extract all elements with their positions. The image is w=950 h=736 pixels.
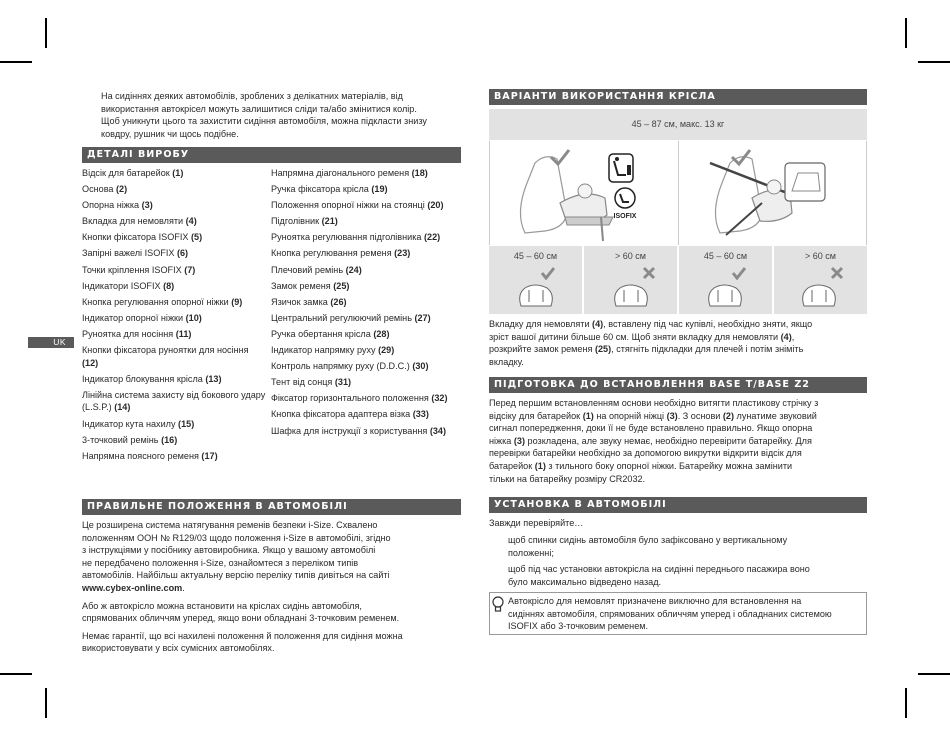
part-item: Вкладка для немовляти (4) (82, 216, 197, 227)
crop-mark (45, 688, 47, 718)
checkmark-icon (730, 147, 752, 167)
part-item: Замок ременя (25) (271, 280, 350, 291)
part-item: Ручка фіксатора крісла (19) (271, 184, 388, 195)
check-item: щоб під час установки автокрісла на сидінні переднього пасажира воно було максимально відведено назад. (508, 564, 810, 587)
preparation-header: ПІДГОТОВКА ДО ВСТАНОВЛЕННЯ BASE T/BASE Z2 (489, 377, 867, 393)
text-line: Або ж автокрісло можна встановити на кріслах сидінь автомобіля, (82, 600, 362, 611)
part-item: Кнопка регулювання опорної ніжки (9) (82, 296, 243, 307)
part-item: Кнопка фіксатора адаптера візка (33) (271, 409, 429, 420)
parts-list-right (271, 167, 461, 441)
note-text: Автокрісло для немовлят призначене виключно для встановлення на сидіннях автомобіля, спрямованих обличчям уперед і обладнаних системою ISOFIX або 3-точковим ременем. (508, 596, 832, 632)
part-item: Точки кріплення ISOFIX (7) (82, 264, 196, 275)
text-line: використовувати у всіх сумісних автомобілях. (82, 643, 275, 654)
size-cell: > 60 см (774, 246, 867, 314)
part-item: Центральний регулюючий ремінь (27) (271, 312, 431, 323)
intro-line: На сидіннях деяких автомобілів, зроблених з делікатних матеріалів, від (101, 91, 403, 101)
intro-text (101, 90, 461, 140)
divider (678, 141, 679, 245)
size-cell: > 60 см (584, 246, 677, 314)
infant-insert-icon (515, 282, 557, 308)
part-item: Підголівник (21) (271, 216, 338, 227)
usage-options-header: ВАРІАНТИ ВИКОРИСТАННЯ КРІСЛА (489, 89, 867, 105)
size-cell: 45 – 60 см (489, 246, 582, 314)
part-item: Кнопки фіксатора ISOFIX (5) (82, 232, 203, 243)
part-item: Індикатори ISOFIX (8) (82, 280, 175, 291)
infant-insert-icon (798, 282, 840, 308)
part-item: Запірні важелі ISOFIX (6) (82, 248, 189, 259)
part-item: Відсік для батарейок (1) (82, 168, 184, 178)
website-link[interactable]: www.cybex-online.com (82, 582, 183, 593)
text-line: Немає гарантії, що всі нахилені положення й положення для сидіння можна (82, 630, 403, 641)
crop-mark (0, 673, 32, 675)
intro-line: Щоб уникнути цього та захистити сидіння автомобіля, можна підкласти знизу (101, 116, 427, 127)
size-cell: 45 – 60 см (679, 246, 772, 314)
part-item: Напрямна поясного ременя (17) (82, 450, 218, 461)
part-item: Напрямна діагонального ременя (18) (271, 168, 428, 178)
part-item: Ручка обертання крісла (28) (271, 328, 390, 339)
checkmark-icon (549, 147, 571, 167)
cross-icon (830, 266, 844, 280)
crop-mark (918, 673, 950, 675)
isofix-seat-icon (608, 153, 634, 183)
part-item: Руноятка для носіння (11) (82, 328, 192, 339)
cross-icon (642, 266, 656, 280)
part-item: Шафка для інструкції з користування (34) (271, 425, 447, 436)
correct-position-text: Це розширена система натягування ременів безпеки i-Size. Схвалено положенням ООН № R129/03 щодо положення i-Size в автомобілі, згідно з інструкціями у посібнику автовиробника. Якщо у вашому автомобілі не передбачено положення i-Size, ознайомтеся з переліком типів автомобілів. Найбільш актуальну версію переліку типів дивіться на сайті www.cybex-online.com. Або ж автокрісло можна встановити на кріслах сидінь автомобіля, спрямованих обличчям уперед, якщо вони обладнані 3-точковим ременем. Немає гарантії, що всі нахилені положення й положення для сидіння можна використовувати у всіх сумісних автомобілях. (82, 519, 462, 655)
product-details-header: ДЕТАЛІ ВИРОБУ (82, 147, 461, 163)
checkmark-icon (731, 266, 747, 280)
parts-list-left (82, 167, 267, 466)
intro-line: використання автокрісел можуть залишитися сліди та/або змінитися колір. (101, 103, 417, 114)
text-line: вкладку. (489, 356, 524, 367)
part-item: Індикатор блокування крісла (13) (82, 373, 222, 384)
text-line: Перед першим встановленням основи необхідно витягти пластикову стрічку з (489, 398, 819, 408)
correct-position-header: ПРАВИЛЬНЕ ПОЛОЖЕННЯ В АВТОМОБІЛІ (82, 499, 461, 515)
car-seat-isofix-illustration (505, 143, 670, 243)
text-line: перевірки батарейки необхідно за допомогою викрутки відкрити відсік для (489, 448, 802, 459)
insert-caption (489, 318, 869, 368)
part-item: Фіксатор горизонтального положення (32) (271, 393, 448, 404)
text-line: розкрийте замок ременя (25), стягніть підкладки для плечей і потім зніміть (489, 344, 804, 355)
part-item: Тент від сонця (31) (271, 377, 352, 388)
text-line: Вкладку для немовляти (4), вставлену під час купівлі, необхідно зняти, якщо (489, 319, 813, 329)
text-line: положенням ООН № R129/03 щодо положення i-Size в автомобілі, згідно (82, 532, 391, 543)
infant-insert-icon (610, 282, 652, 308)
text-line: спрямованих обличчям уперед, якщо вони обладнані 3-точковим ременем. (82, 613, 400, 624)
checkmark-icon (540, 266, 556, 280)
check-item: щоб спинки сидінь автомобіля було зафіксовано у вертикальному положенні; (508, 535, 788, 558)
language-tab: UK (28, 337, 74, 348)
crop-mark (918, 61, 950, 63)
part-item: Індикатор кута нахилу (15) (82, 418, 195, 429)
part-item: Положення опорної ніжки на стоянці (20) (271, 200, 444, 211)
part-item: Основа (2) (82, 184, 128, 195)
crop-mark (905, 18, 907, 48)
part-item: Контроль напрямку руху (D.D.C.) (30) (271, 361, 429, 372)
crop-mark (0, 61, 32, 63)
range-label: 45 – 87 см, макс. 13 кг (631, 119, 725, 129)
intro-line: ковдру, рушник чи щось подібне. (101, 128, 239, 139)
text-line: зріст вашої дитини більше 60 см. Щоб зняти вкладку для немовляти (4), (489, 331, 795, 342)
part-item: Язичок замка (26) (271, 296, 347, 307)
text-line: Це розширена система натягування ременів безпеки i-Size. Схвалено (82, 520, 378, 530)
part-item: Кнопка регулювання ременя (23) (271, 248, 411, 259)
text-line: ніжка (3) розкладена, але звуку немає, необхідно перевірити батарейку. Для (489, 435, 812, 446)
always-check: Завжди перевіряйте… (489, 518, 584, 528)
part-item: Руноятка регулювання підголівника (22) (271, 232, 441, 243)
text-line: сигнал попередження, доки її не буде встановлено правильно. Якщо опорна (489, 423, 813, 434)
part-item: Плечовий ремінь (24) (271, 264, 362, 275)
part-item: Лінійна система захисту від бокового удару (L.S.P.) (14) (82, 389, 266, 413)
part-item: 3-точковий ремінь (16) (82, 434, 178, 445)
text-line: автомобілів. Найбільш актуальну версію переліку типів дивіться на сайті (82, 570, 390, 581)
text-line: відсіку для батарейок (1) на опорній ніжці (3). З основи (2) лунатиме звуковий (489, 410, 817, 421)
part-item: Індикатор опорної ніжки (10) (82, 312, 202, 323)
text-line: з інструкціями у посібнику автовиробника. Якщо у вашому автомобілі (82, 545, 376, 556)
crop-mark (45, 18, 47, 48)
part-item: Індикатор напрямку руху (29) (271, 345, 395, 356)
text-line: тільки на батарейку розміру CR2032. (489, 473, 646, 484)
installation-header: УСТАНОВКА В АВТОМОБІЛІ (489, 497, 867, 513)
text-line: батарейок (1) з тильного боку опорної ніжки. Батарейку можна замінити (489, 460, 793, 471)
lightbulb-icon (491, 596, 505, 614)
isofix-label: ISOFIX (613, 213, 637, 220)
part-item: Опорна ніжка (3) (82, 200, 153, 211)
text-line: не передбачено положення i-Size, ознайомтеся з переліком типів (82, 557, 359, 568)
preparation-text (489, 397, 869, 485)
car-seat-belt-illustration (690, 143, 860, 243)
crop-mark (905, 688, 907, 718)
part-item: Кнопки фіксатора руноятки для носіння (12) (82, 345, 249, 368)
infant-insert-icon (704, 282, 746, 308)
